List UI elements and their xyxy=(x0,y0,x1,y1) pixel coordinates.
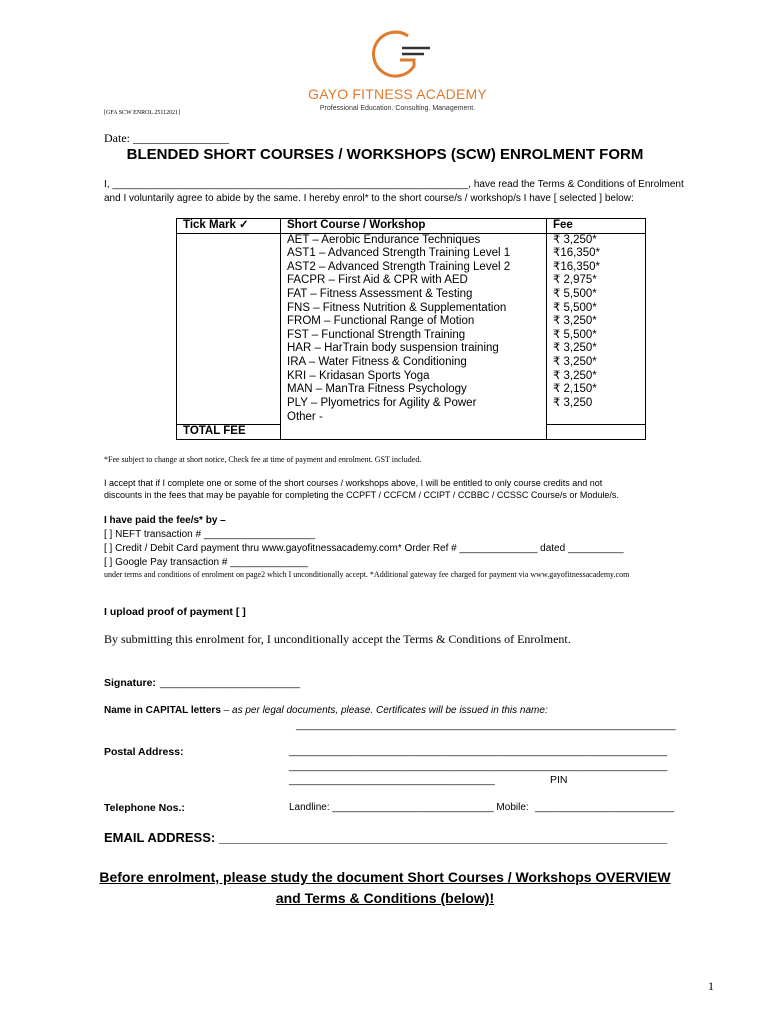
table-row xyxy=(177,410,646,424)
pin-label: PIN xyxy=(550,774,568,786)
overview-notice xyxy=(0,867,770,909)
fee-cell: ₹ 2,975* xyxy=(547,274,646,288)
postal-address-line-3[interactable]: _____________________________________ xyxy=(289,775,495,786)
tick-cell[interactable] xyxy=(177,370,281,384)
col-header-fee: Fee xyxy=(547,219,646,234)
fee-cell: ₹ 3,250* xyxy=(547,370,646,384)
brand-logo xyxy=(300,30,495,120)
accept-statement xyxy=(104,477,724,501)
postal-address-label: Postal Address: xyxy=(104,746,184,758)
table-row xyxy=(177,247,646,261)
total-row xyxy=(177,424,646,439)
table-row xyxy=(177,288,646,302)
name-instructions xyxy=(104,705,548,716)
signature-label: Signature: xyxy=(104,677,156,689)
fee-cell: ₹ 5,500* xyxy=(547,329,646,343)
course-cell: FROM – Functional Range of Motion xyxy=(281,315,547,329)
table-row xyxy=(177,315,646,329)
postal-address-line-2[interactable]: ____________________________________________________________________ xyxy=(289,761,668,772)
table-row xyxy=(177,370,646,384)
course-cell: AET – Aerobic Endurance Techniques xyxy=(281,233,547,247)
tick-cell[interactable] xyxy=(177,356,281,370)
name-label: Name in CAPITAL letters xyxy=(104,705,221,716)
accept-line-1: I accept that if I complete one or some of the short courses / workshops above, I will be entitled to only course credits and not xyxy=(104,478,603,488)
course-cell: FACPR – First Aid & CPR with AED xyxy=(281,274,547,288)
intro-line-1[interactable]: I, ________________________________________________________________, have read the Terms & Conditions of Enrolment xyxy=(104,179,684,190)
tick-cell[interactable] xyxy=(177,247,281,261)
table-row xyxy=(177,302,646,316)
course-cell: KRI – Kridasan Sports Yoga xyxy=(281,370,547,384)
payment-terms: under terms and conditions of enrolment on page2 which I unconditionally accept. *Additional gateway fee charged for payment via www.gayofitnessacademy.com xyxy=(104,570,630,579)
course-cell: AST2 – Advanced Strength Training Level 2 xyxy=(281,261,547,275)
table-row xyxy=(177,329,646,343)
gf-monogram-icon xyxy=(372,30,432,86)
course-cell: FNS – Fitness Nutrition & Supplementation xyxy=(281,302,547,316)
course-cell: PLY – Plyometrics for Agility & Power xyxy=(281,397,547,411)
tick-cell[interactable] xyxy=(177,302,281,316)
tick-cell[interactable] xyxy=(177,397,281,411)
brand-tagline: Professional Education. Consulting. Management. xyxy=(319,105,476,112)
brand-name: GAYO FITNESS ACADEMY xyxy=(308,86,487,102)
course-cell: IRA – Water Fitness & Conditioning xyxy=(281,356,547,370)
table-row xyxy=(177,342,646,356)
upload-proof-checkbox[interactable]: I upload proof of payment [ ] xyxy=(104,606,246,618)
page-number: 1 xyxy=(708,979,714,993)
payment-gpay-option[interactable]: [ ] Google Pay transaction # ______________ xyxy=(104,557,309,568)
total-fee-value[interactable] xyxy=(547,424,646,439)
page-title: BLENDED SHORT COURSES / WORKSHOPS (SCW) ENROLMENT FORM xyxy=(126,146,644,163)
name-hint: – as per legal documents, please. Certificates will be issued in this name: xyxy=(220,705,548,716)
mobile-field[interactable]: _________________________ xyxy=(535,802,675,813)
payment-card-option[interactable]: [ ] Credit / Debit Card payment thru www.gayofitnessacademy.com* Order Ref # ______________ dated __________ xyxy=(104,543,624,554)
payment-neft-option[interactable]: [ ] NEFT transaction # ____________________ xyxy=(104,529,316,540)
course-cell: MAN – ManTra Fitness Psychology xyxy=(281,383,547,397)
course-cell: FST – Functional Strength Training xyxy=(281,329,547,343)
table-header-row xyxy=(177,219,646,234)
intro-line-2: and I voluntarily agree to abide by the same. I hereby enrol* to the short course/s / workshop/s I have [ selected ] below: xyxy=(104,193,634,204)
name-field[interactable]: _________________________________________________________________ xyxy=(296,719,676,731)
tick-cell[interactable] xyxy=(177,410,281,424)
tick-cell[interactable] xyxy=(177,315,281,329)
fee-cell xyxy=(547,410,646,424)
course-cell: HAR – HarTrain body suspension training xyxy=(281,342,547,356)
tick-cell[interactable] xyxy=(177,274,281,288)
courses-table xyxy=(176,218,646,440)
fee-cell: ₹16,350* xyxy=(547,247,646,261)
col-header-tick: Tick Mark ✓ xyxy=(177,219,281,234)
signature-field[interactable]: ________________________ xyxy=(160,677,301,689)
table-row xyxy=(177,261,646,275)
course-cell: AST1 – Advanced Strength Training Level 1 xyxy=(281,247,547,261)
course-cell: FAT – Fitness Assessment & Testing xyxy=(281,288,547,302)
overview-notice-line-1: Before enrolment, please study the document Short Courses / Workshops OVERVIEW xyxy=(99,869,671,885)
landline-field[interactable]: Landline: _____________________________ Mobile: xyxy=(289,802,529,813)
fee-cell: ₹16,350* xyxy=(547,261,646,275)
tick-cell[interactable] xyxy=(177,233,281,247)
telephone-label: Telephone Nos.: xyxy=(104,802,185,814)
table-row xyxy=(177,397,646,411)
total-spacer xyxy=(281,424,547,439)
fee-cell: ₹ 3,250* xyxy=(547,342,646,356)
col-header-course: Short Course / Workshop xyxy=(281,219,547,234)
table-row xyxy=(177,233,646,247)
form-reference: [GFA SCW ENROL 25112021] xyxy=(104,110,181,116)
fee-cell: ₹ 3,250 xyxy=(547,397,646,411)
submit-statement: By submitting this enrolment for, I unconditionally accept the Terms & Conditions of Enrolment. xyxy=(104,632,571,646)
fee-note: *Fee subject to change at short notice, Check fee at time of payment and enrolment. GST included. xyxy=(104,455,422,464)
fee-cell: ₹ 2,150* xyxy=(547,383,646,397)
table-row xyxy=(177,274,646,288)
postal-address-line-1[interactable]: ____________________________________________________________________ xyxy=(289,746,668,757)
fee-cell: ₹ 3,250* xyxy=(547,233,646,247)
fee-cell: ₹ 3,250* xyxy=(547,356,646,370)
payment-heading: I have paid the fee/s* by – xyxy=(104,515,226,526)
date-field[interactable]: Date: ________________ xyxy=(104,131,229,145)
tick-cell[interactable] xyxy=(177,288,281,302)
tick-cell[interactable] xyxy=(177,383,281,397)
total-fee-label: TOTAL FEE xyxy=(177,424,281,439)
fee-cell: ₹ 3,250* xyxy=(547,315,646,329)
tick-cell[interactable] xyxy=(177,261,281,275)
email-field[interactable]: EMAIL ADDRESS: ______________________________________________________________ xyxy=(104,830,668,845)
table-row xyxy=(177,356,646,370)
accept-line-2: discounts in the fees that may be payable for completing the CCPFT / CCFCM / CCIPT / CCBBC / CCSSC Course/s or Module/s. xyxy=(104,490,619,500)
intro-statement xyxy=(104,178,724,206)
overview-notice-line-2: and Terms & Conditions (below)! xyxy=(275,890,495,906)
tick-cell[interactable] xyxy=(177,342,281,356)
fee-cell: ₹ 5,500* xyxy=(547,302,646,316)
tick-cell[interactable] xyxy=(177,329,281,343)
fee-cell: ₹ 5,500* xyxy=(547,288,646,302)
table-row xyxy=(177,383,646,397)
course-cell: Other - xyxy=(281,410,547,424)
